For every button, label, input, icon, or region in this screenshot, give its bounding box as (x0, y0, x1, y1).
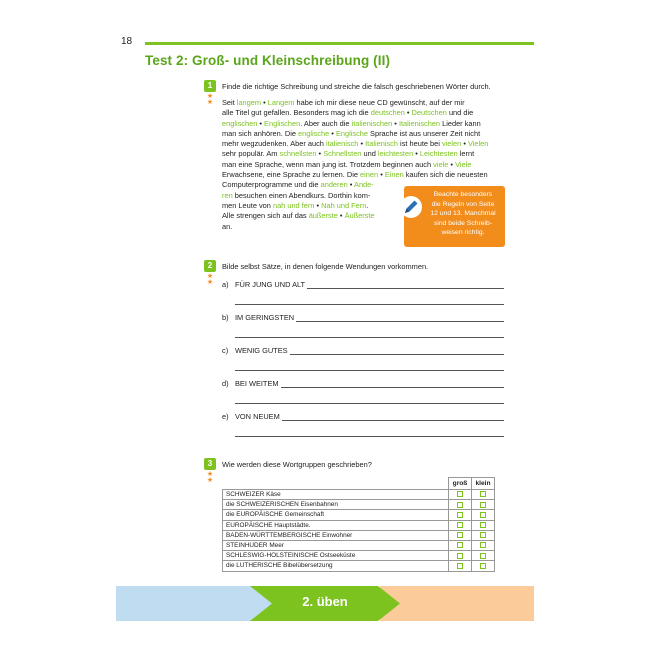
word-choice[interactable]: leichtesten (377, 149, 414, 159)
text-segment: • (261, 98, 268, 107)
item-phrase: BEI WEITEM (235, 379, 279, 388)
text-line (222, 160, 508, 170)
task-1-number: 1 (204, 80, 216, 92)
text-segment: kaufen sich die neuesten (403, 170, 488, 180)
text-segment: • (337, 211, 345, 221)
checkbox-gross[interactable] (457, 553, 463, 559)
word-choice[interactable]: nah und fern (272, 200, 315, 210)
checkbox-klein[interactable] (480, 502, 486, 508)
word-group: die LUTHERISCHE Bibelübersetzung (223, 561, 449, 571)
word-choice[interactable]: Italienischen (398, 118, 441, 128)
cell-klein (472, 561, 495, 571)
exercise-item-b (222, 313, 504, 339)
item-letter: a) (222, 280, 229, 289)
text-segment: • (257, 118, 265, 128)
text-segment: und die (446, 108, 474, 118)
word-group: die EUROPÄISCHE Gemeinschaft (223, 510, 449, 520)
task-2-number: 2 (204, 260, 216, 272)
tip-line: Beachte besonders (433, 191, 493, 198)
table-row (223, 490, 495, 500)
cell-gross (449, 540, 472, 550)
tip-box (404, 186, 505, 247)
checkbox-gross[interactable] (457, 491, 463, 497)
task-1-difficulty-stars (204, 94, 216, 106)
text-line (222, 149, 508, 159)
task-3-instruction: Wie werden diese Wortgruppen geschrieben? (222, 460, 372, 469)
cell-gross (449, 561, 472, 571)
text-segment: • (413, 149, 420, 159)
checkbox-klein[interactable] (480, 512, 486, 518)
tip-line: 12 und 13. Manchmal (430, 210, 496, 218)
text-segment: • (392, 118, 399, 128)
item-letter: e) (222, 412, 229, 421)
text-segment: Computerprogramme und die (222, 180, 321, 190)
text-segment: • (358, 139, 366, 149)
word-group: BADEN-WÜRTTEMBERGISCHE Einwohner (223, 530, 449, 540)
cell-klein (472, 530, 495, 540)
word-choice[interactable]: Deutschen (411, 108, 447, 118)
star-icon: ★ (206, 279, 214, 286)
cell-gross (449, 490, 472, 500)
task-1-instruction: Finde die richtige Schreibung und streiche die falsch geschriebenen Wörter durch. (222, 82, 491, 91)
text-segment: • (347, 180, 355, 190)
star-icon: ★ (206, 99, 214, 106)
checkbox-klein[interactable] (480, 542, 486, 548)
text-segment: ist heute bei (398, 139, 442, 149)
word-choice[interactable]: Englischen (264, 118, 301, 128)
text-segment: men Leute von (222, 200, 273, 210)
checkbox-klein[interactable] (480, 563, 486, 569)
word-choice[interactable]: Leichtesten (419, 149, 458, 159)
item-phrase: FÜR JUNG UND ALT (235, 280, 306, 289)
column-header-klein: klein (472, 478, 495, 490)
word-group: SCHWEIZER Käse (223, 490, 449, 500)
word-choice[interactable]: einen (360, 170, 379, 180)
tip-text (424, 190, 502, 238)
item-letter: b) (222, 313, 229, 322)
checkbox-gross[interactable] (457, 522, 463, 528)
star-icon: ★ (206, 471, 214, 478)
text-segment: Seit (222, 98, 237, 107)
text-segment: man eine Sprache, wenn man jung ist. Trotzdem beginnen auch (222, 159, 434, 169)
word-choice[interactable]: englische (298, 128, 330, 138)
checkbox-klein[interactable] (480, 553, 486, 559)
task-3-number: 3 (204, 458, 216, 470)
cell-gross (449, 510, 472, 520)
text-segment: . Aber auch die (300, 118, 352, 128)
text-line (222, 119, 508, 129)
table-row (223, 551, 495, 561)
text-segment: • (314, 200, 322, 210)
cell-klein (472, 490, 495, 500)
text-segment: und (361, 149, 378, 159)
word-group: EUROPÄISCHE Hauptstädte. (223, 520, 449, 530)
word-group: STEINHUDER Meer (223, 540, 449, 550)
word-choice[interactable]: Englische (335, 128, 368, 138)
text-segment: • (329, 128, 336, 138)
table-header-row (223, 478, 495, 490)
table-row (223, 520, 495, 530)
table-row (223, 500, 495, 510)
text-segment: sehr populär. Am (222, 149, 280, 159)
cell-gross (449, 551, 472, 561)
text-segment: • (404, 108, 412, 118)
text-line (222, 98, 508, 108)
text-segment: • (316, 149, 324, 159)
word-choice[interactable]: Italienisch (365, 139, 398, 149)
text-segment: . (366, 200, 369, 210)
task-2-difficulty-stars (204, 274, 216, 286)
task-2-instruction: Bilde selbst Sätze, in denen folgende Wendungen vorkommen. (222, 262, 429, 271)
cell-klein (472, 520, 495, 530)
checkbox-klein[interactable] (480, 522, 486, 528)
page-title: Test 2: Groß- und Kleinschreibung (II) (145, 53, 391, 68)
word-choice[interactable]: schnellsten (279, 149, 317, 159)
checkbox-klein[interactable] (480, 491, 486, 497)
word-choice[interactable]: äußerste (308, 211, 338, 221)
star-icon: ★ (206, 93, 214, 100)
word-choice[interactable]: Vielen (467, 139, 489, 149)
checkbox-gross[interactable] (457, 532, 463, 538)
table-header-empty (223, 478, 449, 490)
cell-gross (449, 520, 472, 530)
checkbox-klein[interactable] (480, 532, 486, 538)
tip-line: weisen richtig. (441, 229, 485, 237)
top-rule (145, 42, 534, 45)
checkbox-gross[interactable] (457, 512, 463, 518)
table-row (223, 530, 495, 540)
text-segment: lernt (457, 149, 475, 159)
answer-line[interactable] (235, 304, 504, 305)
word-choice[interactable]: italienischen (351, 118, 393, 128)
item-letter: d) (222, 379, 229, 388)
column-header-gross: groß (449, 478, 472, 490)
text-segment: an. (222, 221, 233, 231)
checkbox-gross[interactable] (457, 502, 463, 508)
exercise-item-c (222, 346, 504, 372)
exercise-item-a (222, 280, 504, 306)
text-segment: • (378, 170, 385, 180)
word-choice[interactable]: Schnellsten (323, 149, 362, 159)
star-icon: ★ (206, 477, 214, 484)
word-group: die SCHWEIZERISCHEN Eisenbahnen (223, 500, 449, 510)
word-choice[interactable]: Langem (267, 98, 295, 107)
table-row (223, 561, 495, 571)
task-3-difficulty-stars (204, 472, 216, 484)
table-row (223, 510, 495, 520)
text-segment: alle Titel gut gefallen. Besonders mag ich die (222, 108, 371, 118)
word-table (222, 477, 495, 572)
table-row (223, 540, 495, 550)
word-choice[interactable]: Einen (384, 170, 404, 180)
text-line (222, 129, 508, 139)
exercise-item-e (222, 412, 504, 438)
word-choice[interactable]: viele (433, 159, 449, 169)
cell-klein (472, 500, 495, 510)
item-phrase: VON NEUEM (235, 412, 280, 421)
text-segment: mehr wegzudenken. Aber auch (222, 139, 326, 149)
word-choice[interactable]: ren (222, 190, 233, 200)
cell-klein (472, 551, 495, 561)
text-segment: Sprache ist aus unserer Zeit nicht (367, 128, 481, 138)
tip-line: sind beide Schreib- (433, 219, 493, 227)
answer-line[interactable] (235, 436, 504, 437)
text-segment: man sich anhören. Die (222, 128, 298, 138)
text-segment: besuchen einen Abendkurs. Dorthin kom- (232, 190, 371, 200)
cell-gross (449, 530, 472, 540)
checkbox-gross[interactable] (457, 563, 463, 569)
word-choice[interactable]: deutschen (370, 108, 405, 118)
item-letter: c) (222, 346, 229, 355)
cell-gross (449, 500, 472, 510)
star-icon: ★ (206, 273, 214, 280)
text-segment: Lieder kann (440, 118, 481, 128)
section-label: 2. üben (302, 594, 348, 609)
answer-line[interactable] (235, 337, 504, 338)
exercise-item-d (222, 379, 504, 405)
tip-line: die Regeln von Seite (431, 200, 495, 208)
text-segment: Alle strengen sich auf das (222, 211, 309, 221)
word-choice[interactable]: vielen (441, 139, 462, 149)
word-group: SCHLESWIG-HOLSTEINISCHE Ostseeküste (223, 551, 449, 561)
text-line (222, 170, 508, 180)
word-choice[interactable]: Ande- (354, 180, 374, 190)
word-choice[interactable]: langem (236, 98, 262, 107)
pencil-icon (398, 194, 424, 220)
text-segment: Erwachsene, eine Sprache zu lernen. Die (222, 170, 361, 180)
cell-klein (472, 540, 495, 550)
word-choice[interactable]: italienisch (325, 139, 359, 149)
cell-klein (472, 510, 495, 520)
text-line (222, 139, 508, 149)
word-choice[interactable]: Äußerste (344, 211, 375, 221)
word-choice[interactable]: anderen (320, 180, 348, 190)
answer-line[interactable] (235, 403, 504, 404)
word-choice[interactable]: Viele (455, 159, 472, 169)
item-phrase: WENIG GUTES (235, 346, 288, 355)
word-choice[interactable]: englischen (222, 118, 258, 128)
item-phrase: IM GERINGSTEN (235, 313, 295, 322)
page-number: 18 (121, 36, 133, 47)
text-segment: • (448, 159, 456, 169)
word-choice[interactable]: Nah und Fern (321, 200, 367, 210)
text-segment: • (461, 139, 468, 149)
text-segment: habe ich mir diese neue CD gewünscht, auf der mir (294, 98, 465, 107)
text-line (222, 108, 508, 118)
checkbox-gross[interactable] (457, 542, 463, 548)
footer-band-right (380, 586, 534, 621)
answer-line[interactable] (235, 370, 504, 371)
